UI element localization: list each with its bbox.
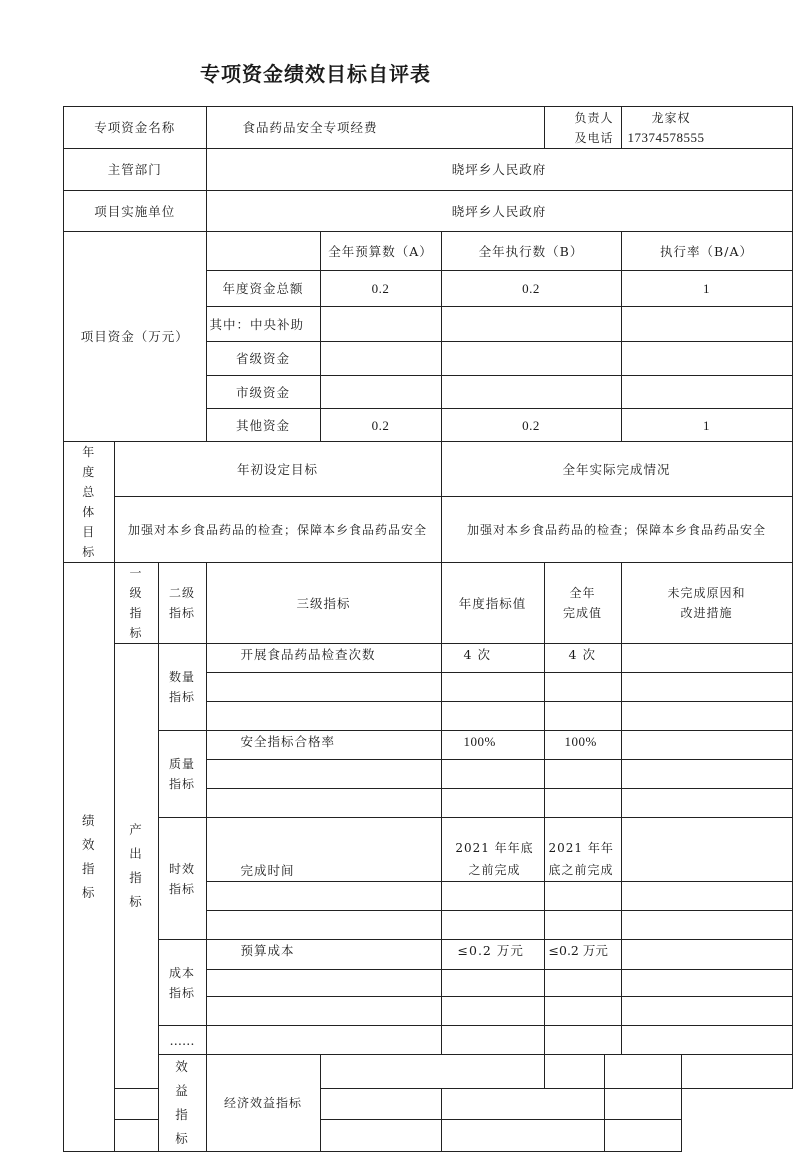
funds-row-label: 其他资金 xyxy=(206,409,320,442)
funds-row-budget xyxy=(320,307,441,342)
benefit-label: 效益指标 xyxy=(158,1055,206,1152)
time-item-actual: 2021 年年底之前完成 xyxy=(544,818,621,882)
funds-row-executed: 0.2 xyxy=(441,271,621,307)
goal-actual-header: 全年实际完成情况 xyxy=(441,442,792,497)
cost-item-actual: ≤0.2 万元 xyxy=(544,940,621,970)
fund-name: 食品药品安全专项经费 xyxy=(206,107,544,149)
funds-row-label: 省级资金 xyxy=(206,342,320,376)
quantity-item-actual: 4 次 xyxy=(544,644,621,673)
funds-row-rate: 1 xyxy=(621,271,792,307)
fund-name-label: 专项资金名称 xyxy=(64,107,207,149)
time-item-name: 完成时间 xyxy=(206,818,441,882)
time-label: 时效指标 xyxy=(158,818,206,940)
dept-label: 主管部门 xyxy=(64,149,207,191)
quality-label: 质量指标 xyxy=(158,731,206,818)
goal-label: 年度总体目标 xyxy=(64,442,115,563)
quantity-label: 数量指标 xyxy=(158,644,206,731)
funds-row-budget xyxy=(320,376,441,409)
reason-header xyxy=(621,563,792,644)
evaluation-table xyxy=(63,106,793,1152)
quality-item-reason xyxy=(621,731,792,760)
quality-item-actual: 100% xyxy=(544,731,621,760)
funds-header-budget: 全年预算数（A） xyxy=(320,232,441,271)
quality-item-name: 安全指标合格率 xyxy=(206,731,441,760)
funds-row-rate xyxy=(621,376,792,409)
funds-row-rate xyxy=(621,342,792,376)
funds-header-rate: 执行率（B/A） xyxy=(621,232,792,271)
output-label: 产出指标 xyxy=(114,644,158,1089)
page-title: 专项资金绩效目标自评表 xyxy=(200,62,431,86)
level2-header: 二级指标 xyxy=(158,563,206,644)
time-item-reason xyxy=(621,818,792,882)
cost-item-name: 预算成本 xyxy=(206,940,441,970)
contact-phone: 17374578555 xyxy=(627,129,705,145)
funds-row-label: 其中：中央补助 xyxy=(206,307,320,342)
impl-value: 晓坪乡人民政府 xyxy=(206,191,792,232)
funds-header-executed: 全年执行数（B） xyxy=(441,232,621,271)
funds-row-label: 年度资金总额 xyxy=(206,271,320,307)
level1-header: 一级指标 xyxy=(114,563,158,644)
quantity-item-reason xyxy=(621,644,792,673)
funds-row-rate: 1 xyxy=(621,409,792,442)
contact-label-2: 及电话 xyxy=(574,130,614,145)
contact-label xyxy=(544,107,621,149)
cost-label: 成本指标 xyxy=(158,940,206,1026)
actual-value-header-1: 全年 xyxy=(569,586,596,600)
goal-plan-header: 年初设定目标 xyxy=(114,442,441,497)
goal-actual: 加强对本乡食品药品的检查；保障本乡食品药品安全 xyxy=(441,497,792,563)
goal-plan: 加强对本乡食品药品的检查；保障本乡食品药品安全 xyxy=(114,497,441,563)
cost-item-reason xyxy=(621,940,792,970)
funds-label: 项目资金（万元） xyxy=(64,232,207,442)
level3-header: 三级指标 xyxy=(206,563,441,644)
quantity-item-target: 4 次 xyxy=(441,644,544,673)
funds-row-executed xyxy=(441,376,621,409)
funds-row-executed: 0.2 xyxy=(441,409,621,442)
ellipsis: …… xyxy=(158,1026,206,1055)
quality-item-target: 100% xyxy=(441,731,544,760)
funds-row-executed xyxy=(441,342,621,376)
funds-header-blank xyxy=(206,232,320,271)
actual-value-header-2: 完成值 xyxy=(563,606,603,620)
annual-target-header: 年度指标值 xyxy=(441,563,544,644)
reason-header-2: 改进措施 xyxy=(680,606,733,620)
cost-item-target: ≤0.2 万元 xyxy=(441,940,544,970)
time-item-target: 2021 年年底之前完成 xyxy=(441,818,544,882)
reason-header-1: 未完成原因和 xyxy=(667,586,746,600)
quantity-item-name: 开展食品药品检查次数 xyxy=(206,644,441,673)
funds-row-rate xyxy=(621,307,792,342)
funds-row-executed xyxy=(441,307,621,342)
funds-row-budget: 0.2 xyxy=(320,409,441,442)
impl-label: 项目实施单位 xyxy=(64,191,207,232)
funds-row-budget xyxy=(320,342,441,376)
funds-row-budget: 0.2 xyxy=(320,271,441,307)
dept-value: 晓坪乡人民政府 xyxy=(206,149,792,191)
actual-value-header xyxy=(544,563,621,644)
perf-label: 绩效指标 xyxy=(64,563,115,1152)
economic-label: 经济效益指标 xyxy=(206,1055,320,1152)
contact-name: 龙家权 xyxy=(651,110,691,125)
contact-label-1: 负责人 xyxy=(574,110,614,125)
contact-info xyxy=(621,107,792,149)
funds-row-label: 市级资金 xyxy=(206,376,320,409)
